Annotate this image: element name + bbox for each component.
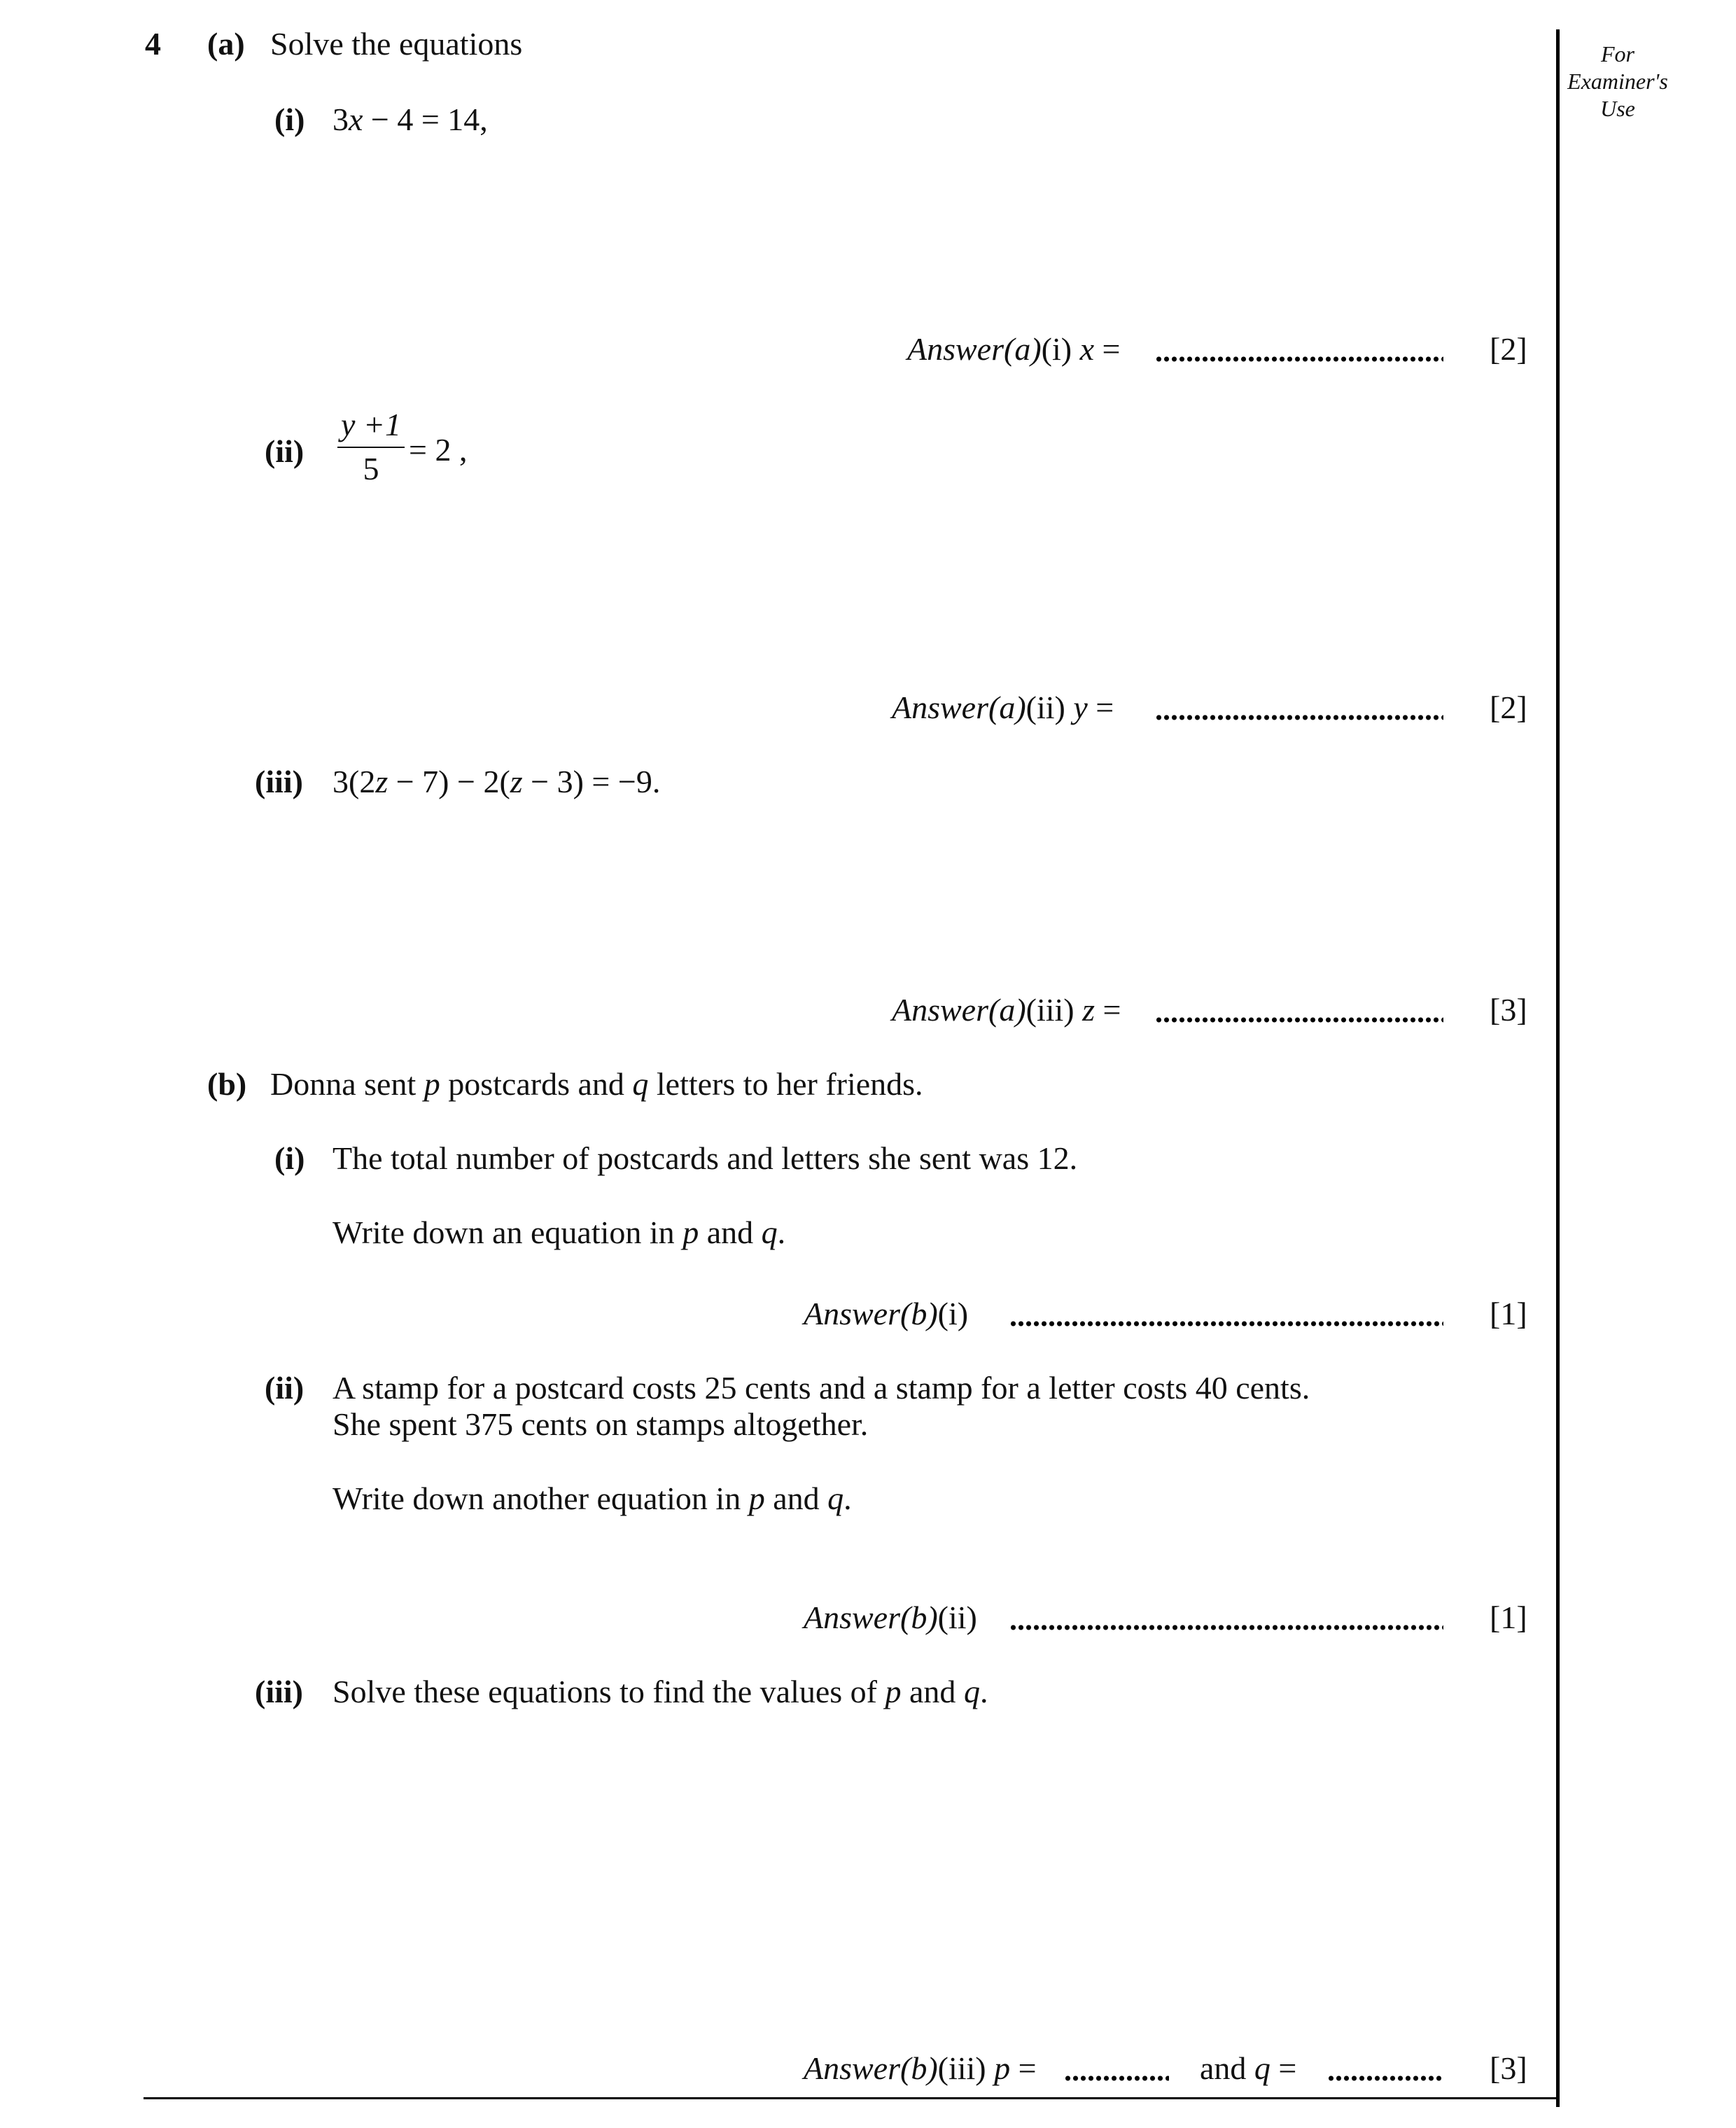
part-a-iii-label: (iii) [255,764,303,799]
answer-b-i-label: Answer(b)(i) [804,1296,969,1331]
fraction-numerator: y +1 [341,407,401,442]
examiner-use-label: For Examiner's Use [1567,41,1668,121]
part-b-ii-label: (ii) [265,1370,304,1406]
fraction-denominator: 5 [363,451,379,486]
marks-b-iii: [3] [1490,2050,1527,2086]
marks-a-ii: [2] [1490,690,1527,725]
answer-b-iii-p-line[interactable] [1064,2075,1169,2082]
marks-a-i: [2] [1490,331,1527,367]
part-b-iii-text: Solve these equations to find the values of p and q. [332,1674,988,1709]
part-a-ii-label: (ii) [265,433,304,469]
part-a-label: (a) [207,26,245,62]
answer-b-ii-label: Answer(b)(ii) [804,1600,977,1635]
answer-b-ii-line[interactable] [1009,1624,1443,1631]
part-b-ii-text-line2: She spent 375 cents on stamps altogether. [332,1406,869,1442]
answer-b-iii-q-line[interactable] [1327,2075,1443,2082]
part-a-i-equation: 3x − 4 = 14, [332,102,488,137]
part-b-intro: Donna sent p postcards and q letters to her friends. [270,1066,923,1102]
answer-a-i-label: Answer(a)(i) x = [907,331,1121,367]
answer-b-iii-and-q-label: and q = [1200,2050,1297,2086]
part-a-ii-rhs: = 2 , [409,432,468,468]
fraction-bar [337,447,405,448]
marks-a-iii: [3] [1490,992,1527,1028]
part-b-ii-instruction: Write down another equation in p and q. [332,1480,852,1516]
page-bottom-rule [144,2097,1558,2099]
part-a-iii-equation: 3(2z − 7) − 2(z − 3) = −9. [332,764,661,799]
part-b-i-text: The total number of postcards and letters she sent was 12. [332,1140,1078,1176]
answer-b-i-line[interactable] [1009,1320,1443,1327]
part-a-i-label: (i) [274,102,305,137]
marks-b-ii: [1] [1490,1600,1527,1635]
question-number: 4 [145,26,161,62]
answer-a-iii-label: Answer(a)(iii) z = [892,992,1121,1028]
answer-b-iii-label: Answer(b)(iii) p = [804,2050,1037,2086]
answer-a-ii-line[interactable] [1155,714,1443,721]
examiner-margin-rule [1556,29,1560,2107]
answer-a-i-line[interactable] [1155,356,1443,363]
part-b-i-label: (i) [274,1140,305,1176]
part-b-label: (b) [207,1066,247,1102]
part-b-iii-label: (iii) [255,1674,303,1709]
part-a-prompt: Solve the equations [270,26,523,62]
marks-b-i: [1] [1490,1296,1527,1331]
part-a-ii-fraction [337,409,405,485]
part-b-ii-text-line1: A stamp for a postcard costs 25 cents and a stamp for a letter costs 40 cents. [332,1370,1310,1406]
answer-a-iii-line[interactable] [1155,1016,1443,1023]
answer-a-ii-label: Answer(a)(ii) y = [892,690,1114,725]
part-b-i-instruction: Write down an equation in p and q. [332,1214,786,1250]
